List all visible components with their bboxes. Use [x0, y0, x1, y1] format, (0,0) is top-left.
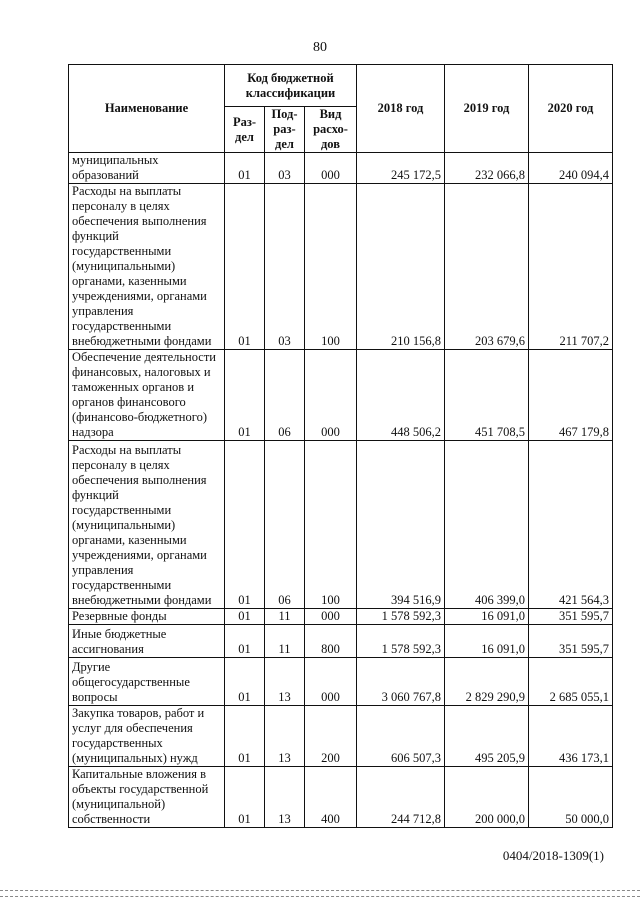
- row-2020: 421 564,3: [529, 441, 613, 609]
- row-expense-type: 000: [305, 350, 357, 441]
- header-2018: 2018 год: [357, 65, 445, 153]
- row-expense-type: 400: [305, 767, 357, 828]
- row-section: 01: [225, 706, 265, 767]
- table-row: [69, 441, 613, 609]
- row-subsection: 13: [265, 658, 305, 706]
- table-row: [69, 658, 613, 706]
- row-name: Расходы на выплаты персоналу в целях обеспечения выполнения функций государственными (муниципальными) органами, казенными учреждениями, органами управления государственными внебюджетными фондами: [69, 184, 225, 350]
- table-row: [69, 706, 613, 767]
- document-number: 0404/2018-1309(1): [502, 848, 604, 863]
- table-row: [69, 625, 613, 658]
- row-expense-type: 000: [305, 609, 357, 625]
- header-2019: 2019 год: [445, 65, 529, 153]
- row-2018: 606 507,3: [357, 706, 445, 767]
- table-row: [69, 153, 613, 184]
- table-row: [69, 609, 613, 625]
- row-2020: 467 179,8: [529, 350, 613, 441]
- header-subsection: Под-раз-дел: [265, 107, 305, 153]
- row-subsection: 13: [265, 706, 305, 767]
- row-subsection: 03: [265, 184, 305, 350]
- row-2019: 232 066,8: [445, 153, 529, 184]
- row-section: 01: [225, 625, 265, 658]
- row-2019: 16 091,0: [445, 625, 529, 658]
- row-subsection: 03: [265, 153, 305, 184]
- row-section: 01: [225, 441, 265, 609]
- row-expense-type: 000: [305, 658, 357, 706]
- row-name: Резервные фонды: [69, 609, 225, 625]
- row-2020: 351 595,7: [529, 609, 613, 625]
- row-name: муниципальных образований: [69, 153, 225, 184]
- row-name: Другие общегосударственные вопросы: [69, 658, 225, 706]
- row-2018: 210 156,8: [357, 184, 445, 350]
- table-row: [69, 350, 613, 441]
- budget-table-body: [69, 153, 613, 828]
- row-2019: 2 829 290,9: [445, 658, 529, 706]
- row-2018: 1 578 592,3: [357, 625, 445, 658]
- header-2020: 2020 год: [529, 65, 613, 153]
- row-2018: 244 712,8: [357, 767, 445, 828]
- row-2020: 436 173,1: [529, 706, 613, 767]
- row-2019: 495 205,9: [445, 706, 529, 767]
- row-2018: 3 060 767,8: [357, 658, 445, 706]
- row-2020: 50 000,0: [529, 767, 613, 828]
- row-subsection: 06: [265, 441, 305, 609]
- row-2018: 448 506,2: [357, 350, 445, 441]
- row-expense-type: 200: [305, 706, 357, 767]
- row-2018: 1 578 592,3: [357, 609, 445, 625]
- row-2018: 394 516,9: [357, 441, 445, 609]
- row-subsection: 06: [265, 350, 305, 441]
- budget-table: [68, 64, 613, 828]
- row-name: Обеспечение деятельности финансовых, налоговых и таможенных органов и органов финансового (финансово-бюджетного) надзора: [69, 350, 225, 441]
- row-name: Расходы на выплаты персоналу в целях обеспечения выполнения функций государственными (муниципальными) органами, казенными учреждениями, органами управления государственными внебюджетными фондами: [69, 441, 225, 609]
- table-row: [69, 767, 613, 828]
- row-2019: 203 679,6: [445, 184, 529, 350]
- header-code-group: Код бюджетной классификации: [225, 65, 357, 107]
- row-section: 01: [225, 184, 265, 350]
- table-row: [69, 184, 613, 350]
- row-2019: 406 399,0: [445, 441, 529, 609]
- row-expense-type: 000: [305, 153, 357, 184]
- row-section: 01: [225, 767, 265, 828]
- row-expense-type: 100: [305, 441, 357, 609]
- header-name: Наименование: [69, 65, 225, 153]
- row-name: Капитальные вложения в объекты государственной (муниципальной) собственности: [69, 767, 225, 828]
- row-2019: 200 000,0: [445, 767, 529, 828]
- row-section: 01: [225, 609, 265, 625]
- row-subsection: 11: [265, 609, 305, 625]
- row-name: Иные бюджетные ассигнования: [69, 625, 225, 658]
- row-2020: 2 685 055,1: [529, 658, 613, 706]
- row-subsection: 11: [265, 625, 305, 658]
- row-2019: 16 091,0: [445, 609, 529, 625]
- row-expense-type: 800: [305, 625, 357, 658]
- row-section: 01: [225, 153, 265, 184]
- page-number: 80: [313, 40, 327, 55]
- row-2018: 245 172,5: [357, 153, 445, 184]
- scan-edge-line: [0, 890, 640, 891]
- row-2020: 351 595,7: [529, 625, 613, 658]
- row-subsection: 13: [265, 767, 305, 828]
- header-expense-type: Вид расхо-дов: [305, 107, 357, 153]
- row-section: 01: [225, 658, 265, 706]
- row-expense-type: 100: [305, 184, 357, 350]
- header-section: Раз-дел: [225, 107, 265, 153]
- row-2019: 451 708,5: [445, 350, 529, 441]
- row-2020: 211 707,2: [529, 184, 613, 350]
- scan-edge-line: [0, 896, 640, 897]
- row-name: Закупка товаров, работ и услуг для обеспечения государственных (муниципальных) нужд: [69, 706, 225, 767]
- row-section: 01: [225, 350, 265, 441]
- row-2020: 240 094,4: [529, 153, 613, 184]
